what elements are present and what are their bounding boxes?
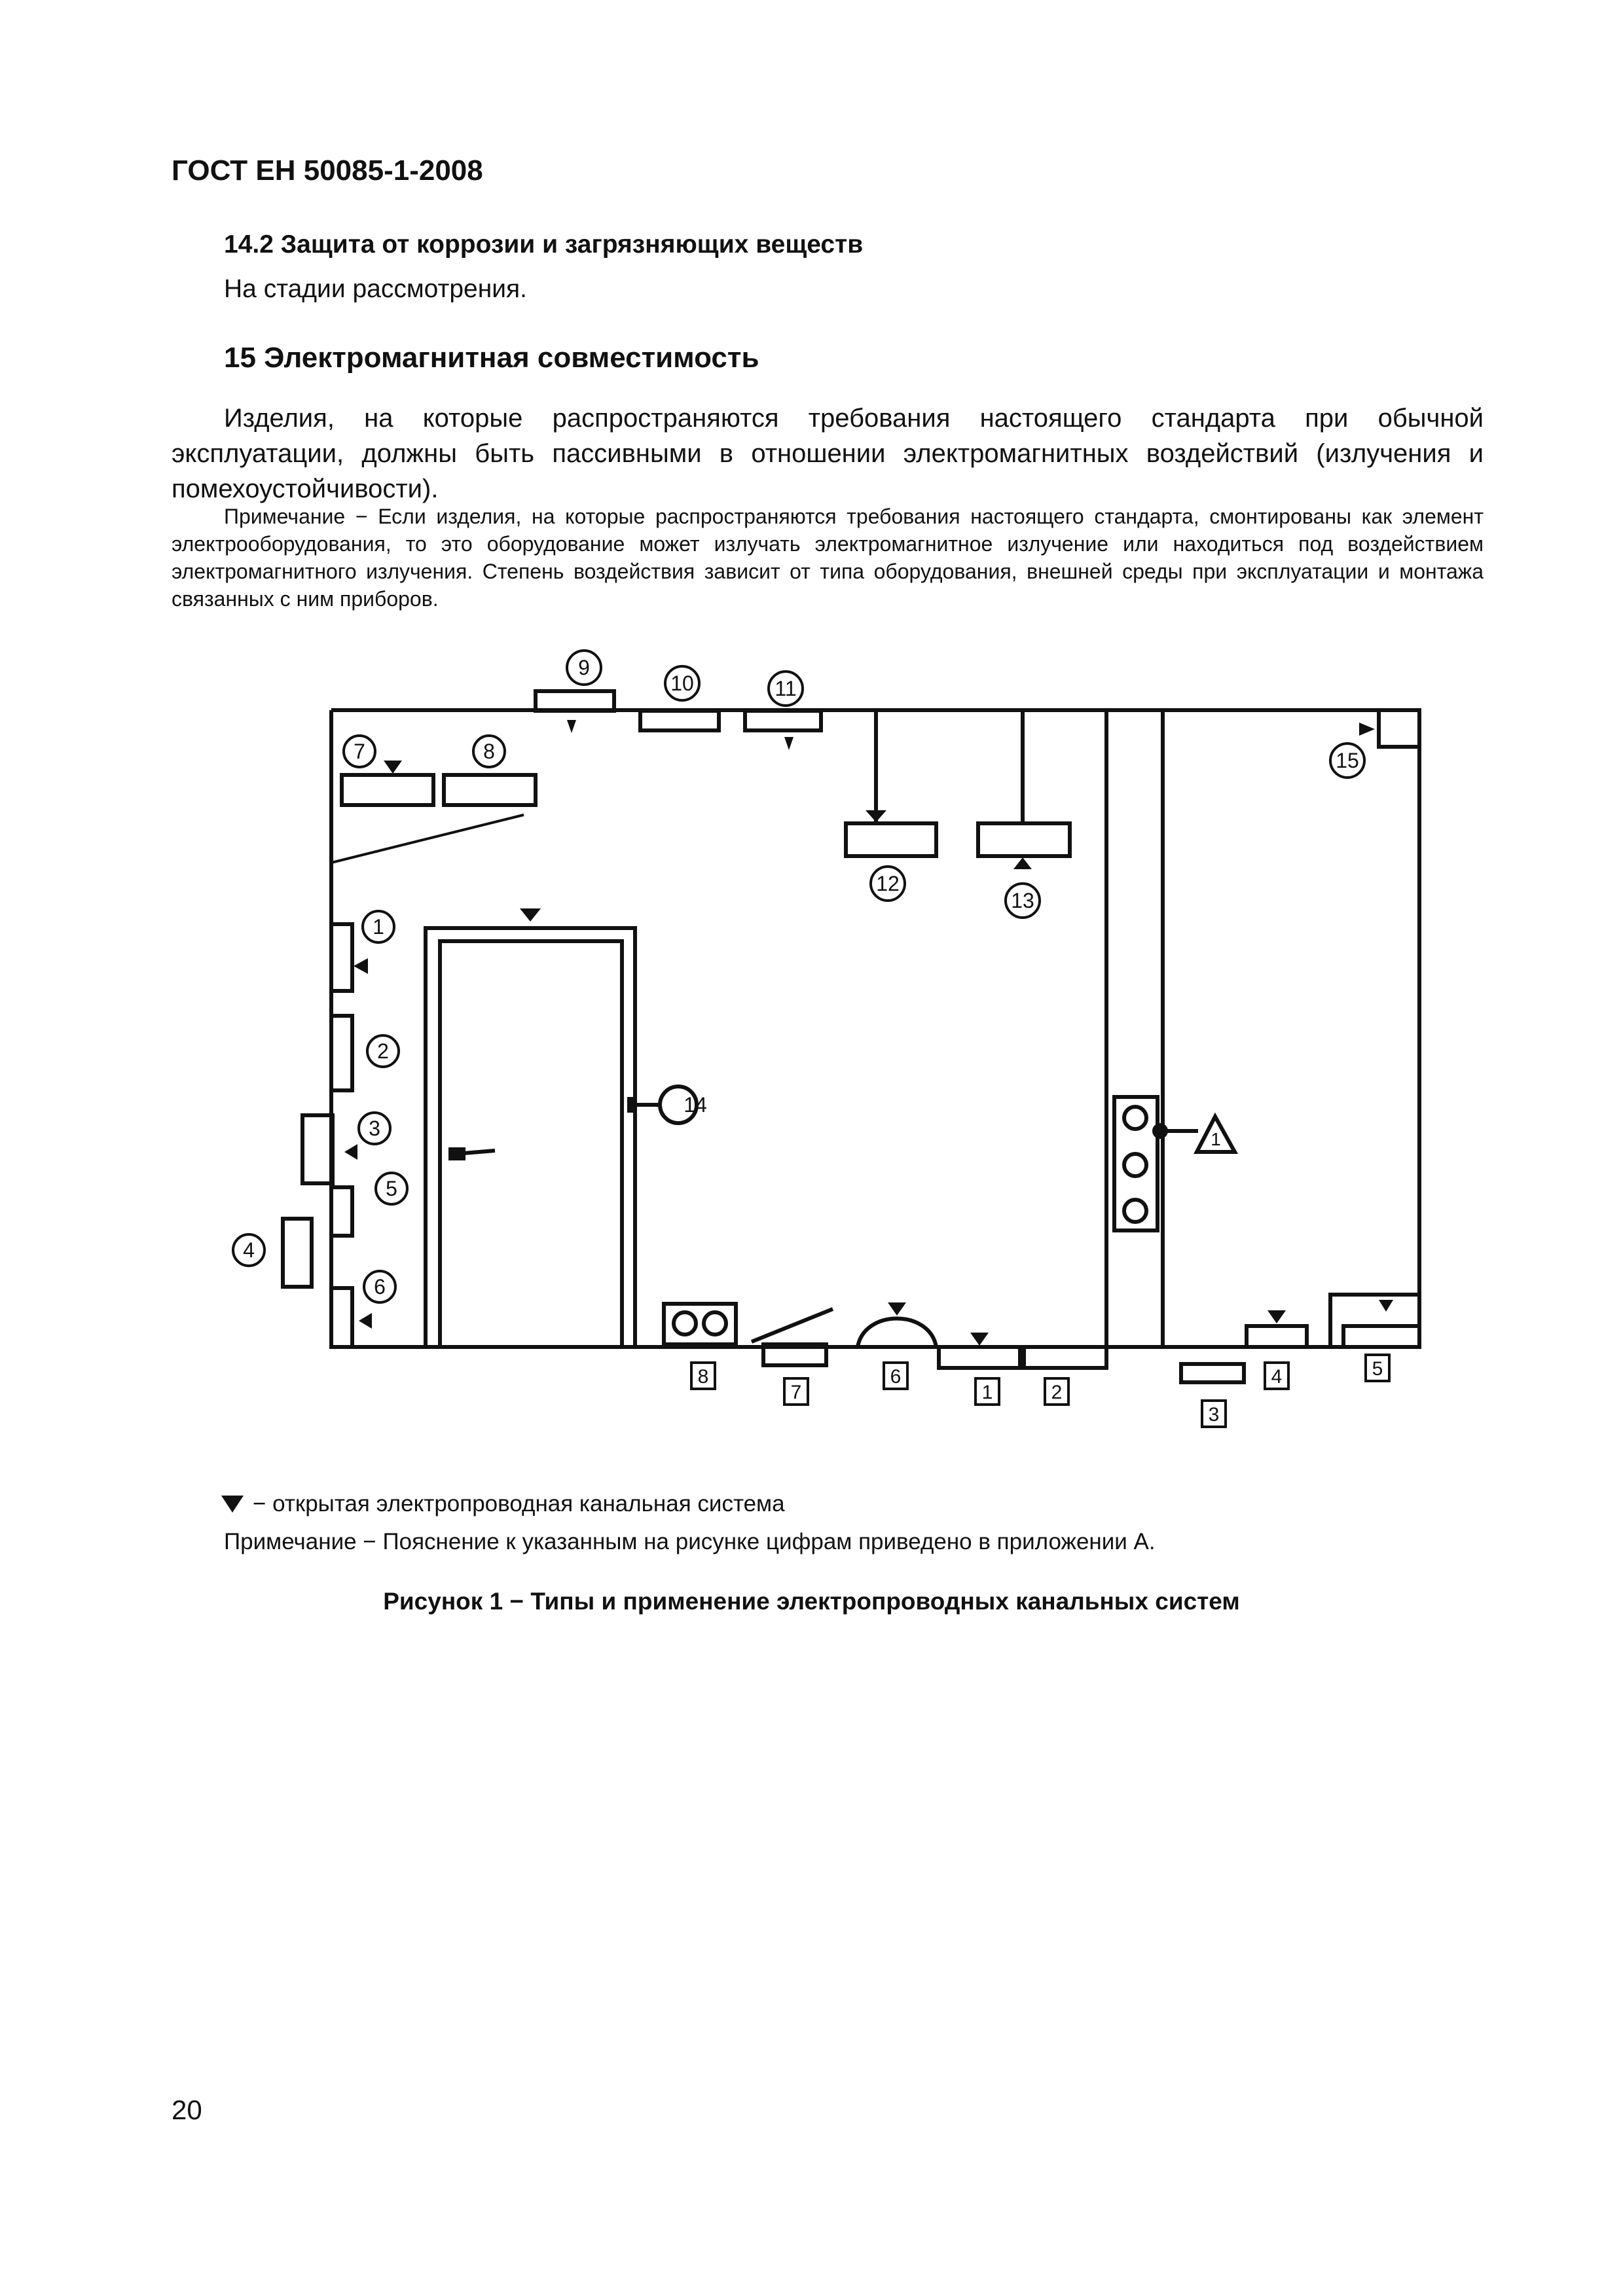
callout-label-10: 10	[670, 672, 694, 695]
figure-caption: Рисунок 1 − Типы и применение электропроводных канальных систем	[383, 1588, 1240, 1615]
circled-callout-labels	[243, 656, 1359, 1299]
triangle-label-1: 1	[1211, 1129, 1221, 1149]
callout-label-3: 3	[369, 1117, 380, 1140]
callout-label-8: 8	[483, 740, 495, 763]
box-label-2: 2	[1051, 1382, 1063, 1403]
box-label-6: 6	[890, 1366, 902, 1388]
ceiling-trunking	[342, 691, 1419, 856]
callout-label-13: 13	[1011, 889, 1034, 912]
box-label-3: 3	[1208, 1404, 1220, 1426]
page-number: 20	[172, 2094, 202, 2125]
callout-label-5: 5	[386, 1177, 397, 1200]
callout-label-14: 14	[684, 1093, 707, 1117]
callout-label-4: 4	[243, 1238, 255, 1262]
section-15-paragraph: Изделия, на которые распространяются требования настоящего стандарта при обычной эксплуатации, должны быть пассивными в отношении электромагнитных воздействий (излучения и помехоустойчивости).	[172, 404, 1484, 503]
box-label-5: 5	[1372, 1358, 1383, 1380]
open-system-marker-icon	[220, 1494, 245, 1514]
callout-label-2: 2	[377, 1039, 389, 1063]
figure-note: Примечание − Пояснение к указанным на рисунке цифрам приведено в приложении А.	[224, 1529, 1156, 1554]
callout-label-6: 6	[374, 1275, 386, 1299]
callout-label-7: 7	[354, 740, 365, 763]
door	[426, 928, 635, 1347]
box-label-4: 4	[1271, 1366, 1283, 1388]
callout-label-9: 9	[578, 656, 590, 679]
callout-label-15: 15	[1336, 749, 1359, 772]
box-label-7: 7	[790, 1382, 802, 1403]
box-label-8: 8	[697, 1366, 709, 1388]
box-label-1: 1	[981, 1382, 993, 1403]
section-14-2-text: На стадии рассмотрения.	[224, 275, 528, 303]
legend-text: − открытая электропроводная канальная система	[253, 1491, 785, 1516]
floor-trunking	[664, 1295, 1419, 1382]
callout-label-11: 11	[775, 677, 797, 700]
callout-label-12: 12	[876, 872, 900, 895]
open-system-markers	[344, 720, 1393, 1346]
circled-callouts	[233, 651, 1364, 1302]
figure-legend	[220, 1491, 785, 1517]
document-code: ГОСТ ЕН 50085-1-2008	[172, 154, 483, 187]
callout-label-1: 1	[373, 915, 384, 939]
section-15-note: Примечание − Если изделия, на которые распространяются требования настоящего стандарта, смонтированы как элемент электрооборудования, то это оборудование может излучать электромагнитное излучение или находиться под воздействием электромагнитного излучения. Степень воздействия зависит от типа оборудования, внешней среды при эксплуатации и монтажа связанных с ним приборов.	[172, 505, 1484, 611]
section-14-2-title: 14.2 Защита от коррозии и загрязняющих веществ	[224, 230, 864, 259]
section-15-title: 15 Электромагнитная совместимость	[224, 342, 759, 374]
